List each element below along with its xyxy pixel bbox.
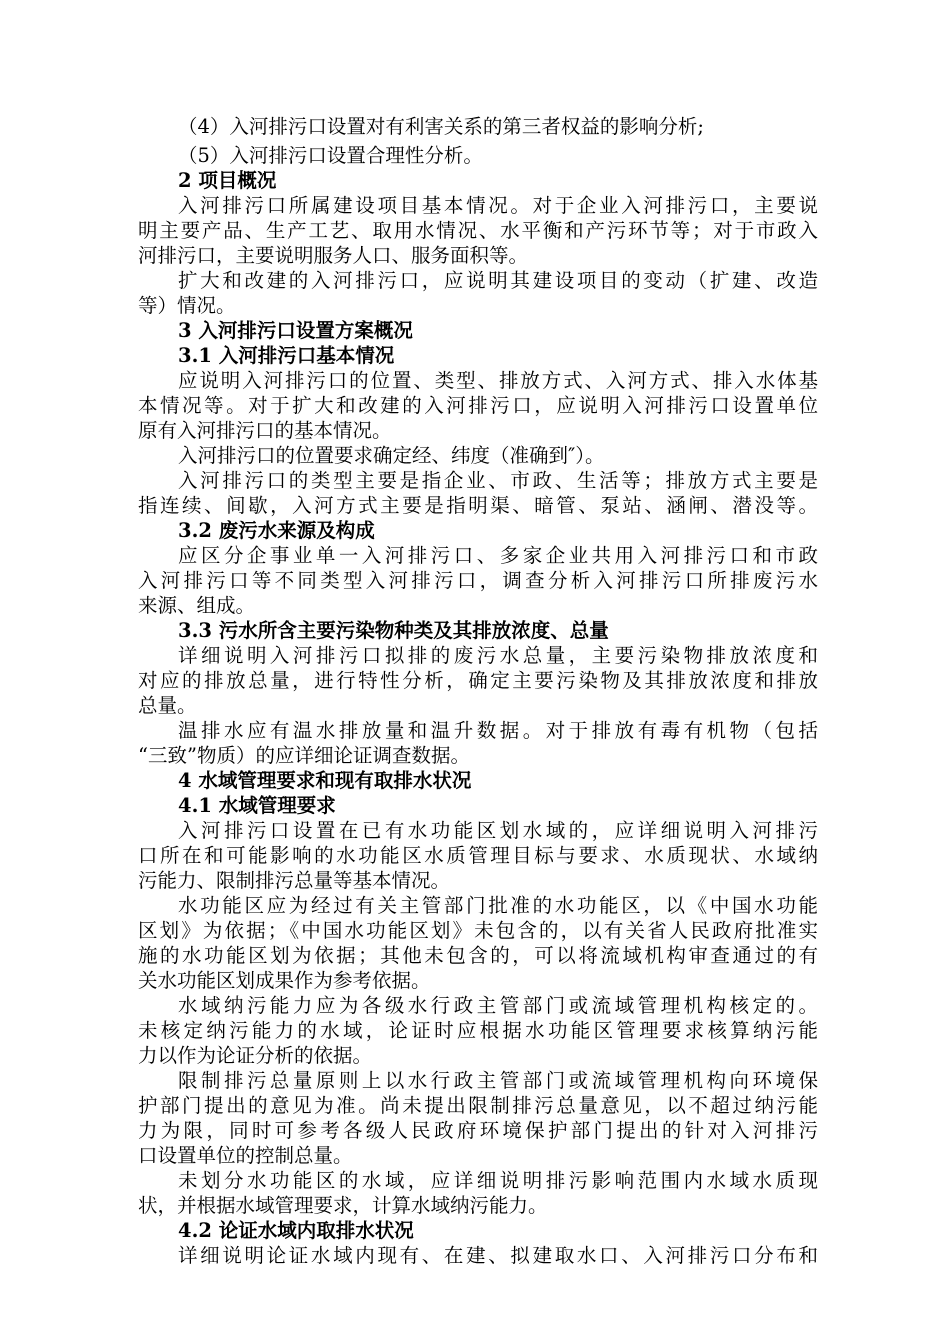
body-text: 入河排污口所属建设项目基本情况。对于企业入河排污口，主要说 [178, 194, 818, 217]
subsection-heading-4-1: 4.1 水域管理要求 [178, 794, 336, 817]
body-text: 污能力、限制排污总量等基本情况。 [138, 869, 451, 892]
body-text: 口设置单位的控制总量。 [138, 1144, 353, 1167]
body-text: 扩大和改建的入河排污口，应说明其建设项目的变动（扩建、改造 [178, 269, 818, 292]
body-text: 温排水应有温水排放量和温升数据。对于排放有毒有机物（包括 [178, 719, 818, 742]
body-text: 护部门提出的意见为准。尚未提出限制排污总量意见，以不超过纳污能 [138, 1094, 818, 1117]
body-text: 等）情况。 [138, 294, 236, 317]
body-text: 入河排污口的类型主要是指企业、市政、生活等；排放方式主要是 [178, 469, 818, 492]
body-text: 详细说明入河排污口拟排的废污水总量，主要污染物排放浓度和 [178, 644, 818, 667]
body-text: 水域纳污能力应为各级水行政主管部门或流域管理机构核定的。 [178, 994, 818, 1017]
body-text: 状，并根据水域管理要求，计算水域纳污能力。 [138, 1194, 548, 1217]
section-heading-3: 3 入河排污口设置方案概况 [178, 319, 413, 342]
body-text: 力以作为论证分析的依据。 [138, 1044, 373, 1067]
body-text: 河排污口，主要说明服务人口、服务面积等。 [138, 244, 529, 267]
body-text: 来源、组成。 [138, 594, 256, 617]
body-text: 水功能区应为经过有关主管部门批准的水功能区，以《中国水功能 [178, 894, 818, 917]
body-text: 施的水功能区划为依据；其他未包含的，可以将流域机构审查通过的有 [138, 944, 818, 967]
section-heading-2: 2 项目概况 [178, 169, 277, 192]
document-body [138, 106, 818, 1268]
body-text: 应区分企事业单一入河排污口、多家企业共用入河排污口和市政 [178, 544, 818, 567]
body-text: 限制排污总量原则上以水行政主管部门或流域管理机构向环境保 [178, 1069, 818, 1092]
list-item-5: （5）入河排污口设置合理性分析。 [178, 144, 483, 167]
subsection-heading-3-1: 3.1 入河排污口基本情况 [178, 344, 395, 367]
body-text: 区划》为依据；《中国水功能区划》未包含的，以有关省人民政府批准实 [138, 919, 818, 942]
section-heading-4: 4 水域管理要求和现有取排水状况 [178, 769, 472, 792]
subsection-heading-3-2: 3.2 废污水来源及构成 [178, 519, 375, 542]
body-text: 力为限，同时可参考各级人民政府环境保护部门提出的针对入河排污 [138, 1119, 818, 1142]
body-text: 关水功能区划成果作为参考依据。 [138, 969, 431, 992]
list-item-4: （4）入河排污口设置对有利害关系的第三者权益的影响分析; [178, 115, 704, 138]
body-text: 入河排污口等不同类型入河排污口，调查分析入河排污口所排废污水 [138, 569, 818, 592]
body-text: 未核定纳污能力的水域，论证时应根据水功能区管理要求核算纳污能 [138, 1019, 818, 1042]
body-text: 本情况等。对于扩大和改建的入河排污口，应说明入河排污口设置单位 [138, 394, 818, 417]
body-text: 原有入河排污口的基本情况。 [138, 419, 392, 442]
body-text: 未划分水功能区的水域，应详细说明排污影响范围内水域水质现 [178, 1169, 818, 1192]
body-text: 明主要产品、生产工艺、取用水情况、水平衡和产污环节等；对于市政入 [138, 219, 818, 242]
body-text: 应说明入河排污口的位置、类型、排放方式、入河方式、排入水体基 [178, 369, 818, 392]
body-text: 详细说明论证水域内现有、在建、拟建取水口、入河排污口分布和 [178, 1244, 818, 1267]
subsection-heading-4-2: 4.2 论证水域内取排水状况 [178, 1219, 414, 1242]
subsection-heading-3-3: 3.3 污水所含主要污染物种类及其排放浓度、总量 [178, 619, 609, 642]
body-text: 入河排污口的位置要求确定经、纬度（准确到″）。 [178, 444, 605, 467]
body-text: 入河排污口设置在已有水功能区划水域的，应详细说明入河排污 [178, 819, 818, 842]
body-text: 总量。 [138, 694, 197, 717]
body-text: 指连续、间歇，入河方式主要是指明渠、暗管、泵站、涵闸、潜没等。 [138, 494, 818, 517]
body-text: 对应的排放总量，进行特性分析，确定主要污染物及其排放浓度和排放 [138, 669, 818, 692]
body-text: “三致”物质）的应详细论证调查数据。 [138, 744, 470, 767]
body-text: 口所在和可能影响的水功能区水质管理目标与要求、水质现状、水域纳 [138, 844, 818, 867]
